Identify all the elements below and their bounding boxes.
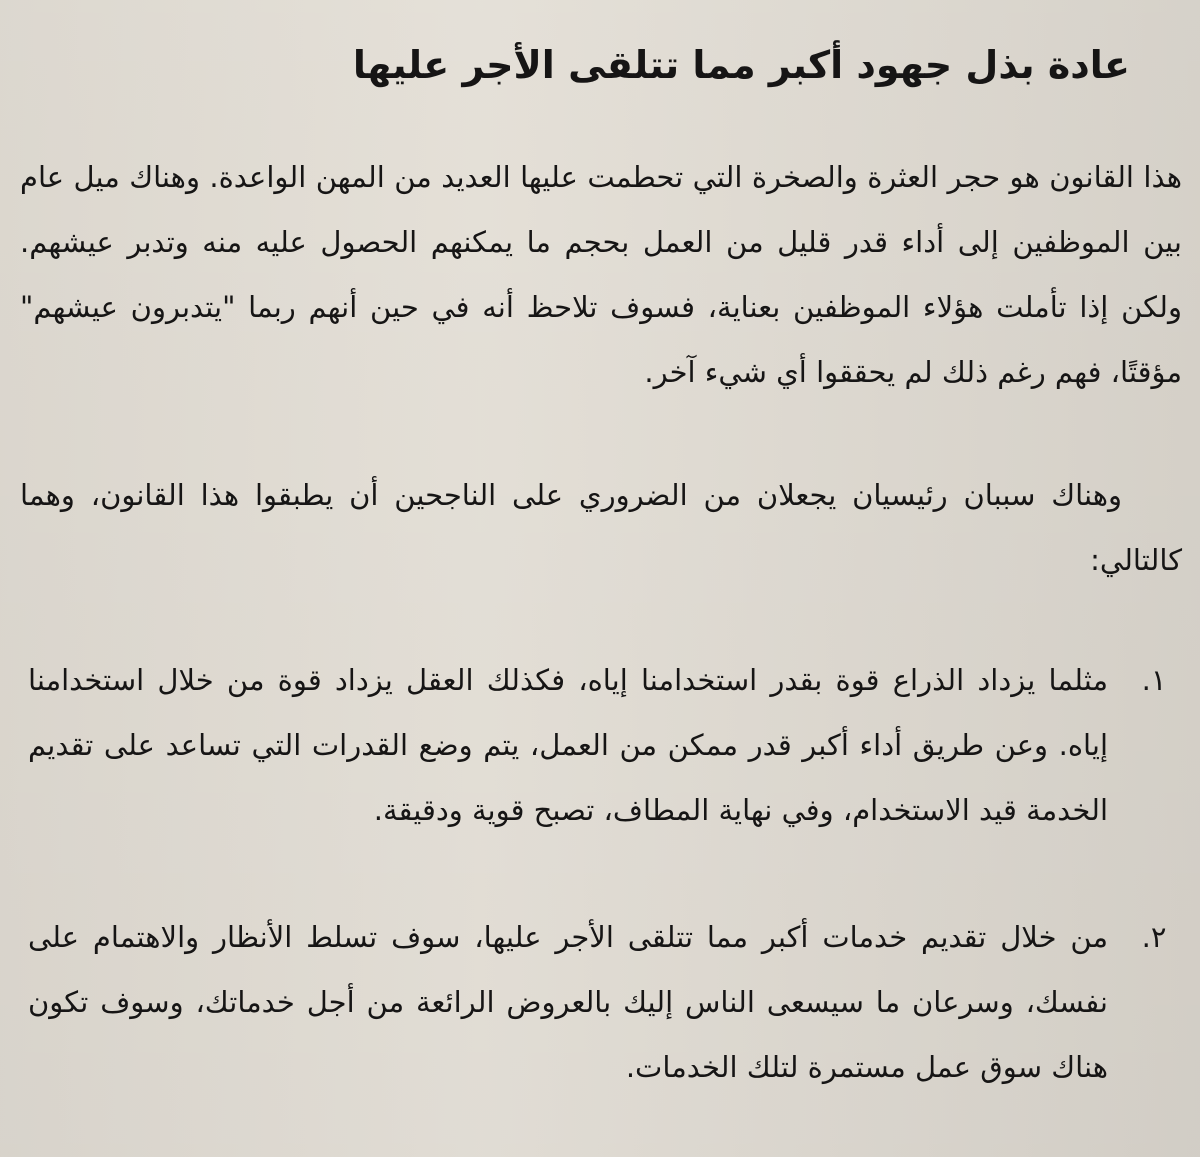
list-item-text-1: مثلما يزداد الذراع قوة بقدر استخدامنا إياه، فكذلك العقل يزداد قوة من خلال استخدامنا إياه. وعن طريق أداء أكبر قدر ممكن من العمل، يتم وضع القدرات التي تساعد على تقديم الخدمة قيد الاستخدام، وفي نهاية المطاف، تصبح قوية ودقيقة. [28,663,1108,827]
list-item-text-2: من خلال تقديم خدمات أكبر مما تتلقى الأجر عليها، سوف تسلط الأنظار والاهتمام على نفسك، وسرعان ما سيسعى الناس إليك بالعروض الرائعة من أجل خدماتك، وسوف تكون هناك سوق عمل مستمرة لتلك الخدمات. [28,920,1108,1084]
numbered-list-item-1 [0,648,1200,843]
numbered-list-item-2 [0,905,1200,1100]
section-heading: عادة بذل جهود أكبر مما تتلقى الأجر عليها [352,43,1130,87]
list-marker-1: ١. [1141,663,1167,697]
body-paragraph-1: هذا القانون هو حجر العثرة والصخرة التي تحطمت عليها العديد من المهن الواعدة. وهناك ميل عام بين الموظفين إلى أداء قدر قليل من العمل بحجم ما يمكنهم الحصول عليه منه وتدبر عيشهم. ولكن إذا تأملت هؤلاء الموظفين بعناية، فسوف تلاحظ أنه في حين أنهم ربما "يتدبرون عيشهم" مؤقتًا، فهم رغم ذلك لم يحققوا أي شيء آخر. [20,160,1182,389]
list-marker-2: ٢. [1141,920,1167,954]
body-paragraph-2: وهناك سببان رئيسيان يجعلان من الضروري على الناجحين أن يطبقوا هذا القانون، وهما كالتالي: [20,478,1182,577]
